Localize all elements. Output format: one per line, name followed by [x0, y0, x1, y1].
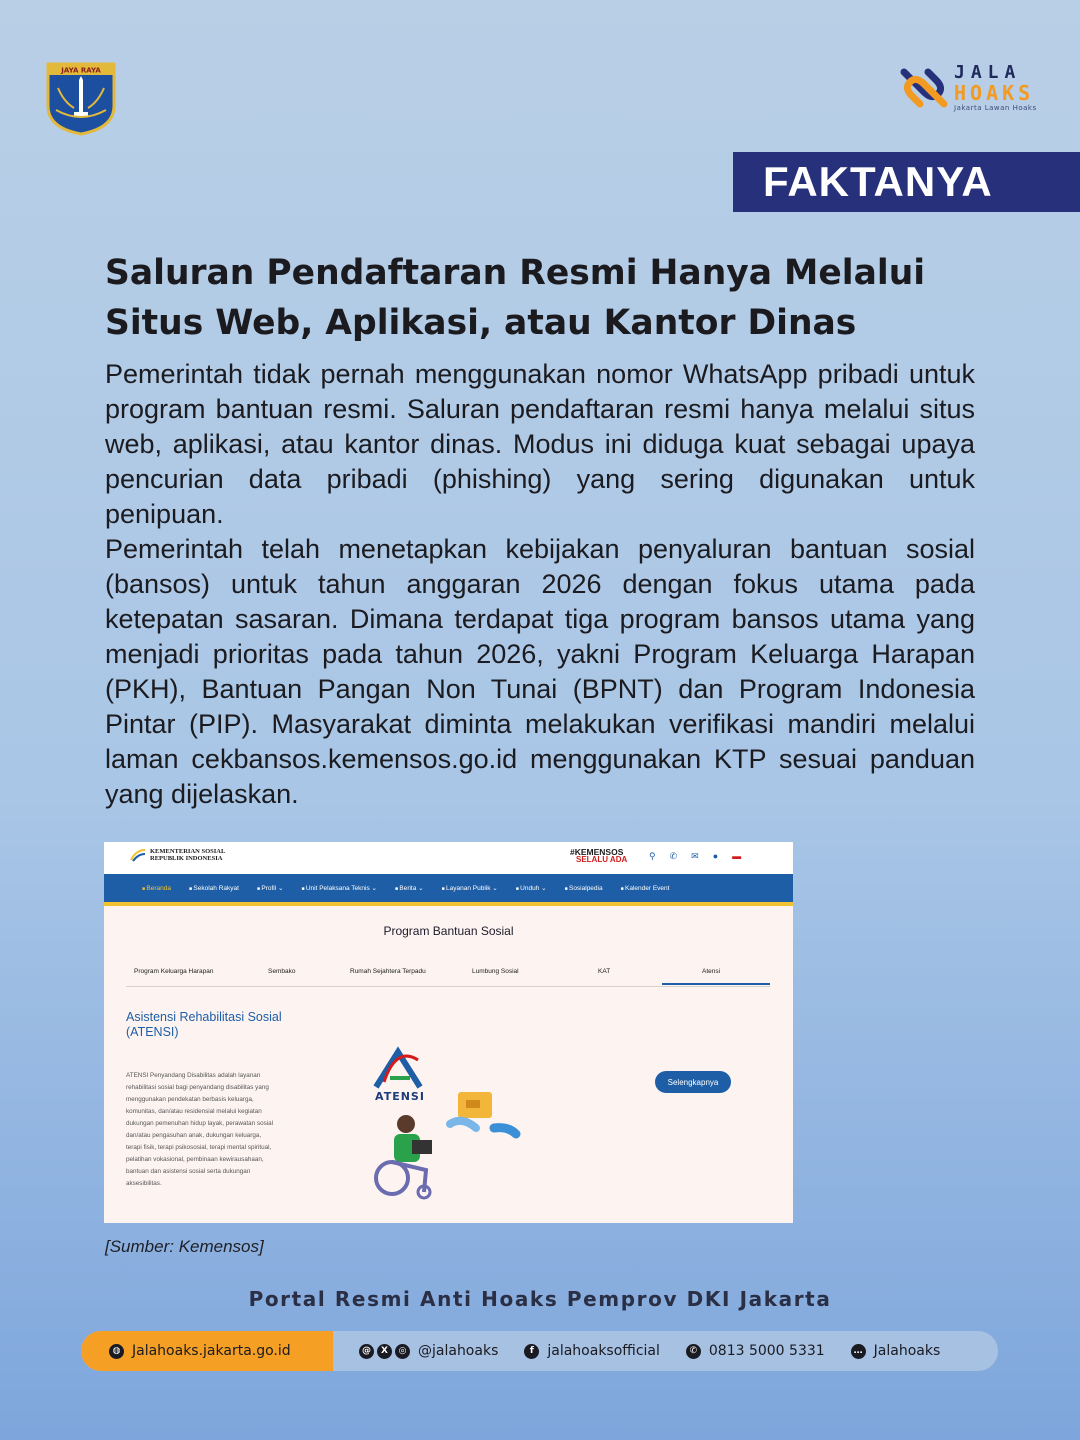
section-title: Program Bantuan Sosial [383, 924, 514, 938]
footer-social[interactable] [359, 1343, 498, 1359]
website-link[interactable]: Jalahoaks.jakarta.go.id [132, 1343, 291, 1359]
site-toolbar-icons [649, 851, 741, 862]
tab-atensi[interactable]: Atensi [702, 968, 721, 975]
tab-lumbung-sosial[interactable]: Lumbung Sosial [472, 968, 519, 975]
tab-pkh[interactable]: Program Keluarga Harapan [134, 968, 214, 975]
headline: Saluran Pendaftaran Resmi Hanya Melalui Situs Web, Aplikasi, atau Kantor Dinas [105, 253, 926, 343]
program-title: Asistensi Rehabilitasi Sosial (ATENSI) [126, 1010, 282, 1039]
atensi-illustration [366, 1042, 536, 1207]
nav-item-profil[interactable]: ■ Profil ⌄ [257, 884, 283, 892]
footer-chat[interactable] [851, 1343, 941, 1359]
portal-tagline: Portal Resmi Anti Hoaks Pemprov DKI Jakarta [248, 1287, 832, 1311]
whatsapp-icon: ✆ [686, 1344, 701, 1359]
logo-line2: HOAKS [954, 81, 1035, 105]
nav-item-upt[interactable]: ■ Unit Pelaksana Teknis ⌄ [301, 884, 377, 892]
paragraph-1: Pemerintah tidak pernah menggunakan nomor WhatsApp pribadi untuk program bantuan resmi. Saluran pendaftaran resmi hanya melalui situs web, aplikasi, atau kantor dinas. Modus ini diduga kuat sebagai upaya pencurian data pribadi (phishing) yang sering digunakan untuk penipuan. [105, 359, 975, 529]
footer-whatsapp[interactable] [686, 1343, 825, 1359]
search-icon[interactable]: ⚲ [649, 851, 656, 861]
site-logo-line2: REPUBLIK INDONESIA [150, 855, 223, 862]
footer-website[interactable] [81, 1331, 333, 1371]
footer-facebook[interactable] [524, 1343, 660, 1359]
kemensos-logo [130, 848, 225, 862]
globe-icon: ◍ [109, 1344, 124, 1359]
paragraph-2: Pemerintah telah menetapkan kebijakan penyaluran bantuan sosial (bansos) untuk tahun anggaran 2026 dengan fokus utama pada ketepatan sasaran. Dimana terdapat tiga program bansos utama yang menjadi prioritas pada tahun 2026, yakni Program Keluarga Harapan (PKH), Bantuan Pangan Non Tunai (BPNT) dan Program Indonesia Pintar (PIP). Masyarakat diminta melakukan verifikasi mandiri melalui laman cekbansos.kemensos.go.id menggunakan KTP sesuai panduan yang dijelaskan. [105, 534, 975, 809]
site-logo-line1: KEMENTERIAN SOSIAL [150, 848, 226, 855]
svg-text:JAYA RAYA: JAYA RAYA [61, 66, 101, 75]
nav-item-beranda[interactable]: ■ Beranda [142, 885, 171, 892]
nav-item-sosialpedia[interactable]: ■ Sosialpedia [565, 885, 603, 892]
svg-text:ATENSI: ATENSI [375, 1090, 425, 1103]
tab-kat[interactable]: KAT [598, 968, 611, 975]
nav-item-sekolah-rakyat[interactable]: ■ Sekolah Rakyat [189, 885, 239, 892]
source-caption: [Sumber: Kemensos] [105, 1237, 264, 1256]
nav-item-layanan-publik[interactable]: ■ Layanan Publik ⌄ [442, 884, 498, 892]
dki-jakarta-emblem [46, 62, 116, 136]
program-description: ATENSI Penyandang Disabilitas adalah layanan rehabilitasi sosial bagi penyandang disabilitas yang menggunakan pendekatan berbasis keluarga, komunitas, dan/atau residensial melalui kegiatan dukungan pemenuhan hidup layak, perawatan sosial dan/atau pengasuhan anak, dukungan keluarga, terapi fisik, terapi psikososial, terapi mental spiritual, pelatihan vokasional, pembinaan kewirausahaan, bantuan dan asistensi sosial serta dukungan aksesibilitas. [126, 1072, 274, 1187]
facebook-icon: f [524, 1344, 539, 1359]
hashtag-sub: SELALU ADA [576, 855, 628, 864]
site-nav [104, 874, 793, 906]
selengkapnya-button[interactable]: Selengkapnya [655, 1071, 731, 1093]
whatsapp-number[interactable]: 0813 5000 5331 [708, 1343, 825, 1359]
tab-sembako[interactable]: Sembako [268, 968, 296, 975]
nav-item-unduh[interactable]: ■ Unduh ⌄ [516, 884, 547, 892]
jalahoaks-knot-icon [898, 62, 950, 114]
tab-rumah-sejahtera[interactable]: Rumah Sejahtera Terpadu [350, 968, 426, 975]
language-flag-icon[interactable]: ▬ [732, 851, 742, 861]
chat-icon[interactable]: ● [712, 851, 719, 861]
chat-bubble-icon: … [851, 1344, 866, 1359]
threads-icon: @ [359, 1344, 374, 1359]
mail-icon[interactable]: ✉ [691, 851, 699, 861]
instagram-icon: ◎ [395, 1344, 410, 1359]
kemensos-mark-icon [130, 848, 146, 862]
site-hashtag [570, 848, 627, 864]
site-topbar [104, 842, 793, 874]
logo-line1: JALA [954, 62, 1022, 83]
active-tab-indicator [662, 983, 770, 985]
contact-footer [81, 1331, 998, 1371]
x-icon: X [377, 1344, 392, 1359]
chat-handle[interactable]: Jalahoaks [873, 1343, 941, 1359]
faktanya-banner: FAKTANYA [733, 152, 1080, 212]
social-handle[interactable]: @jalahoaks [418, 1343, 499, 1359]
jalahoaks-logo [898, 62, 1048, 114]
nav-item-kalender-event[interactable]: ■ Kalender Event [621, 885, 670, 892]
facebook-handle[interactable]: jalahoaksofficial [547, 1343, 660, 1359]
logo-tagline: Jakarta Lawan Hoaks [954, 104, 1037, 112]
phone-icon[interactable]: ✆ [669, 851, 678, 861]
hashtag-text: #KEMENSOS [570, 847, 624, 857]
nav-item-berita[interactable]: ■ Berita ⌄ [395, 884, 424, 892]
kemensos-screenshot [104, 842, 793, 1223]
